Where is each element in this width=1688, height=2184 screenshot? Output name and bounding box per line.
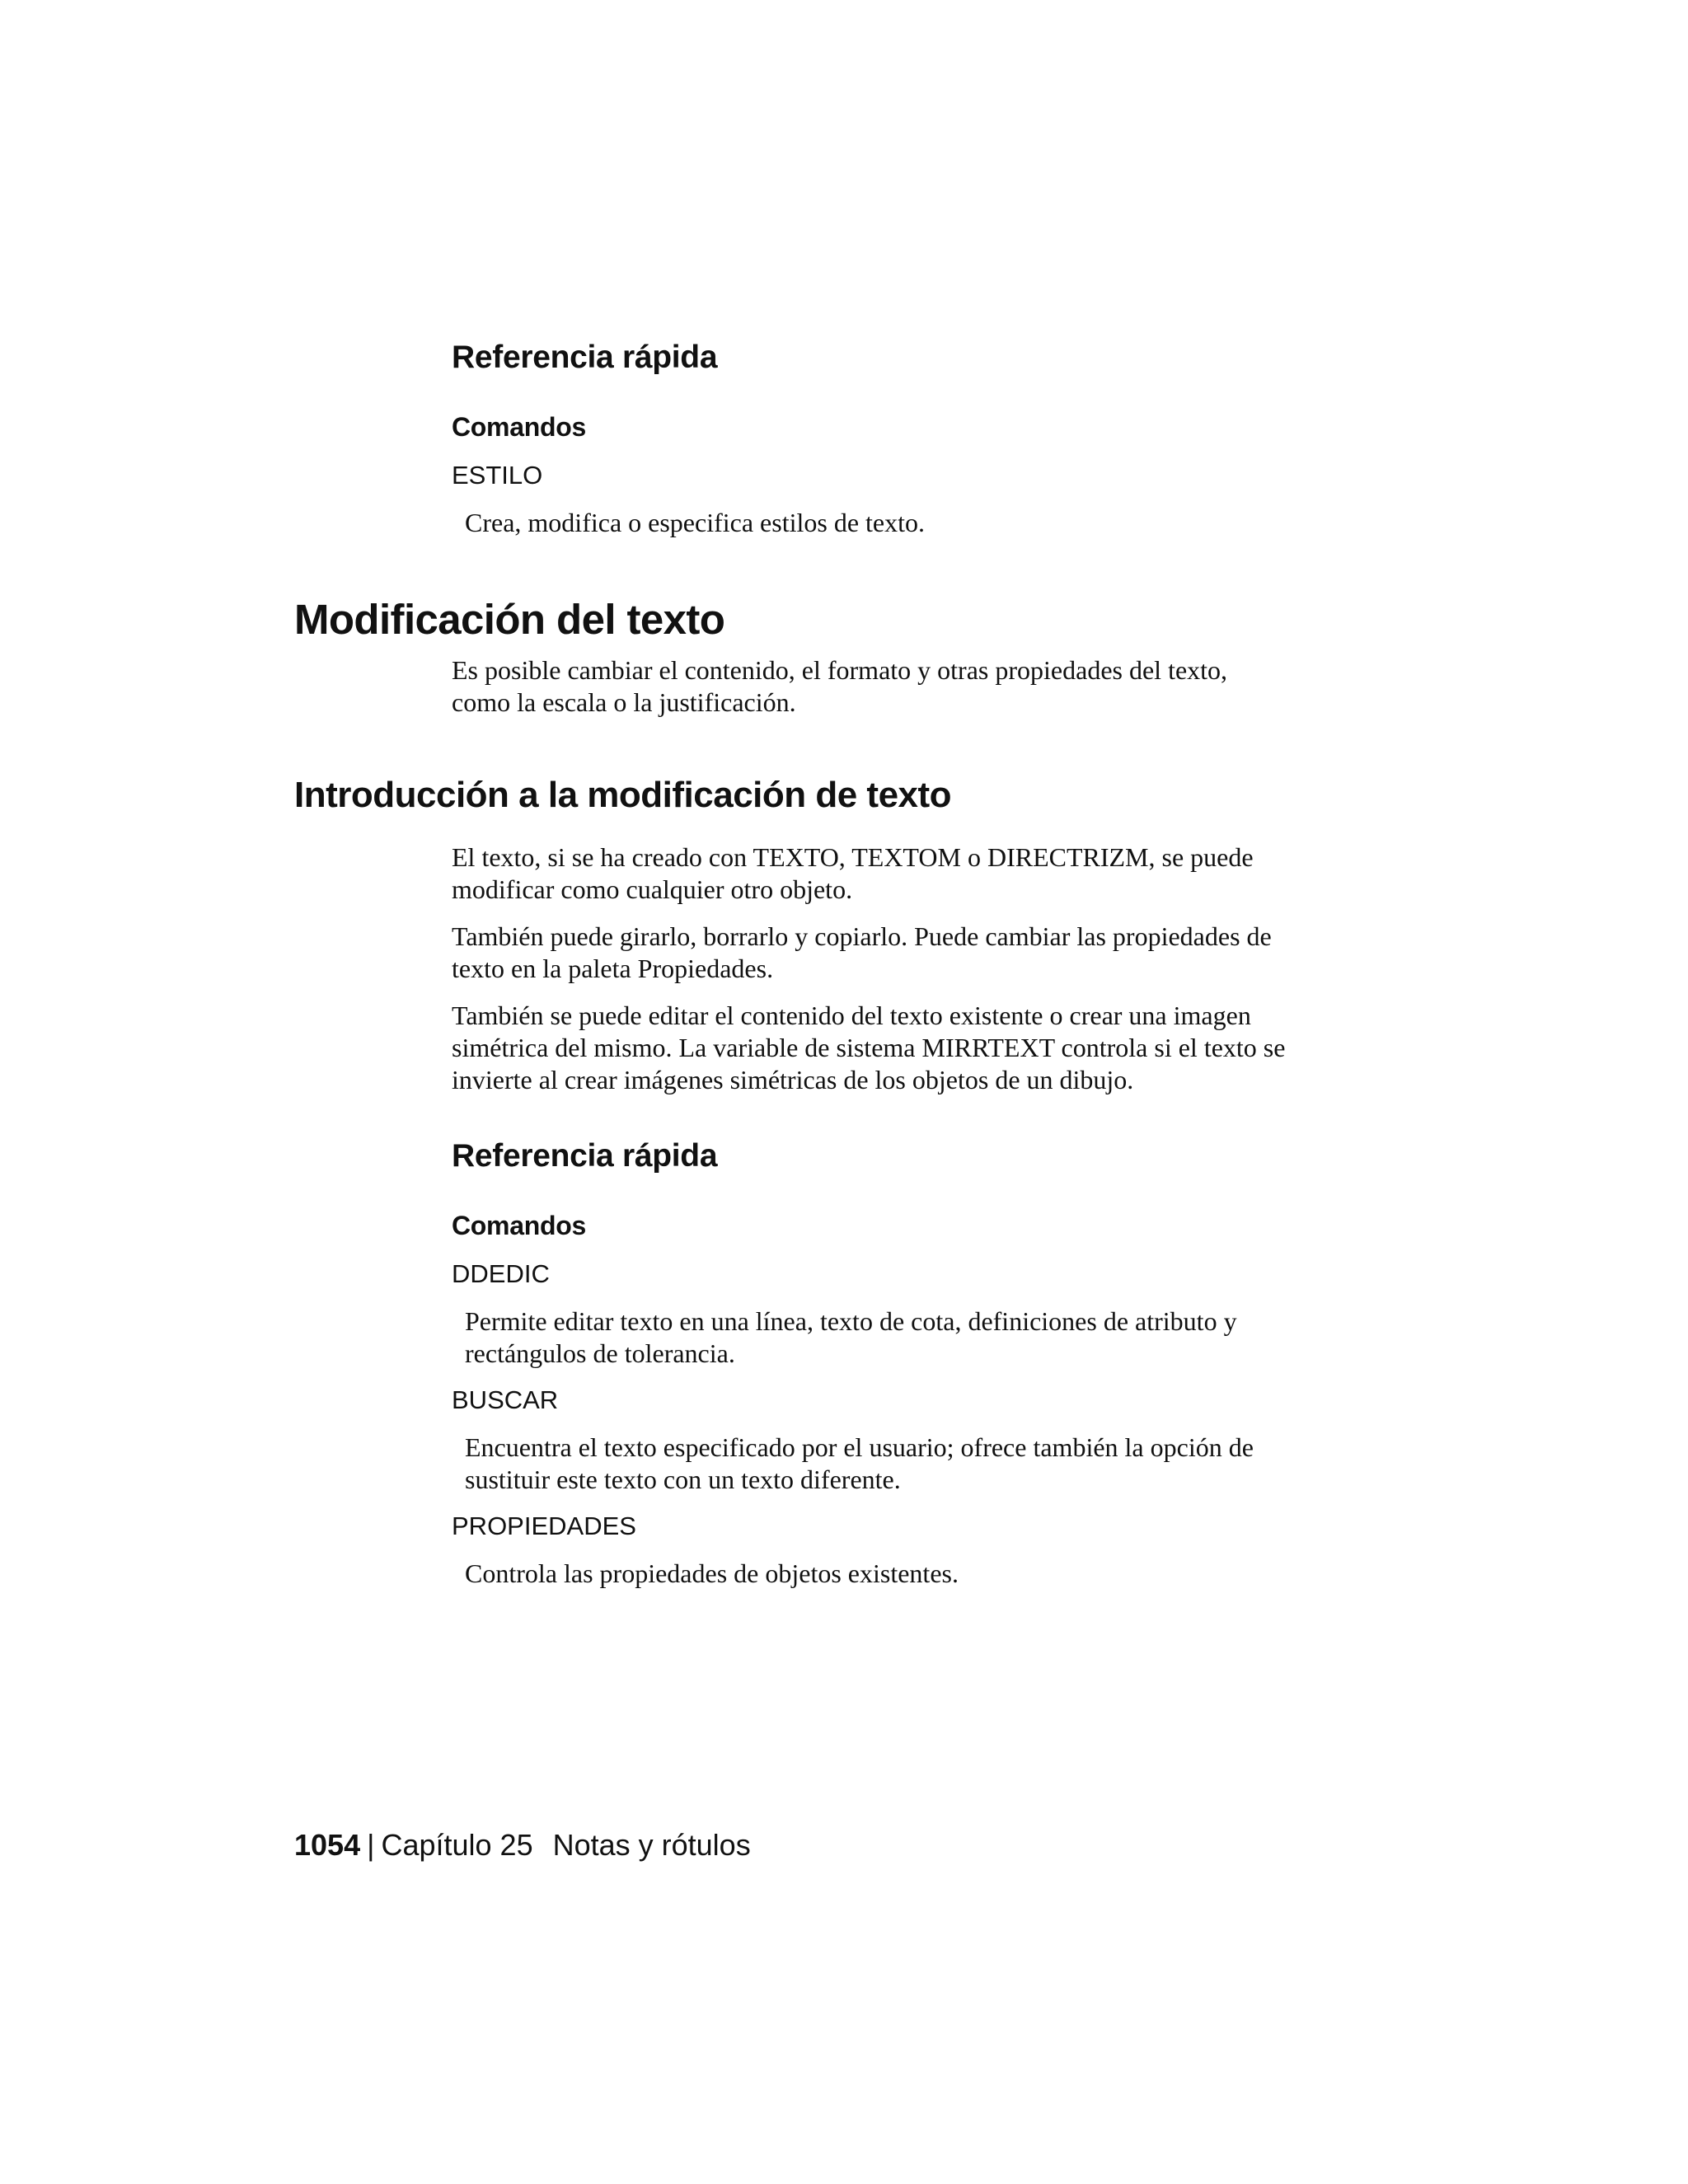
chapter-number: Capítulo 25	[381, 1828, 533, 1862]
page-footer	[294, 1828, 751, 1863]
command-name-estilo: ESTILO	[452, 461, 543, 490]
body-paragraph-3	[452, 1000, 1285, 1096]
command-name-ddedic: DDEDIC	[452, 1259, 550, 1288]
footer-separator: |	[367, 1828, 375, 1862]
body-paragraph-1	[452, 841, 1254, 906]
command-description-buscar	[465, 1432, 1254, 1496]
command-description-propiedades: Controla las propiedades de objetos existentes.	[465, 1558, 959, 1588]
paragraph-line: invierte al crear imágenes simétricas de los objetos de un dibujo.	[452, 1065, 1134, 1094]
paragraph-line: como la escala o la justificación.	[452, 687, 796, 717]
description-line: rectángulos de tolerancia.	[465, 1338, 735, 1368]
command-description-ddedic	[465, 1305, 1237, 1370]
quick-reference-heading: Referencia rápida	[452, 1138, 718, 1174]
description-line: sustituir este texto con un texto diferente.	[465, 1465, 901, 1494]
section-title-modificacion: Modificación del texto	[294, 596, 725, 643]
command-name-propiedades: PROPIEDADES	[452, 1511, 636, 1540]
description-line: Permite editar texto en una línea, texto de cota, definiciones de atributo y	[465, 1306, 1237, 1336]
paragraph-line: modificar como cualquier otro objeto.	[452, 874, 853, 904]
paragraph-line: El texto, si se ha creado con TEXTO, TEXTOM o DIRECTRIZM, se puede	[452, 842, 1254, 872]
page-number: 1054	[294, 1828, 361, 1862]
body-paragraph-2	[452, 921, 1272, 985]
section-title-introduccion: Introducción a la modificación de texto	[294, 775, 952, 815]
paragraph-line: También puede girarlo, borrarlo y copiarlo. Puede cambiar las propiedades de	[452, 921, 1272, 951]
paragraph-line: texto en la paleta Propiedades.	[452, 954, 774, 983]
chapter-title: Notas y rótulos	[552, 1828, 751, 1862]
paragraph-line: simétrica del mismo. La variable de sistema MIRRTEXT controla si el texto se	[452, 1033, 1286, 1062]
commands-heading: Comandos	[452, 1211, 586, 1240]
commands-heading: Comandos	[452, 412, 586, 442]
command-name-buscar: BUSCAR	[452, 1385, 559, 1414]
quick-reference-heading: Referencia rápida	[452, 340, 718, 375]
paragraph-line: Es posible cambiar el contenido, el formato y otras propiedades del texto,	[452, 655, 1228, 685]
section-intro-paragraph	[452, 654, 1227, 719]
command-description-estilo: Crea, modifica o especifica estilos de texto.	[465, 508, 926, 537]
paragraph-line: También se puede editar el contenido del texto existente o crear una imagen	[452, 1001, 1251, 1030]
description-line: Encuentra el texto especificado por el usuario; ofrece también la opción de	[465, 1432, 1254, 1462]
